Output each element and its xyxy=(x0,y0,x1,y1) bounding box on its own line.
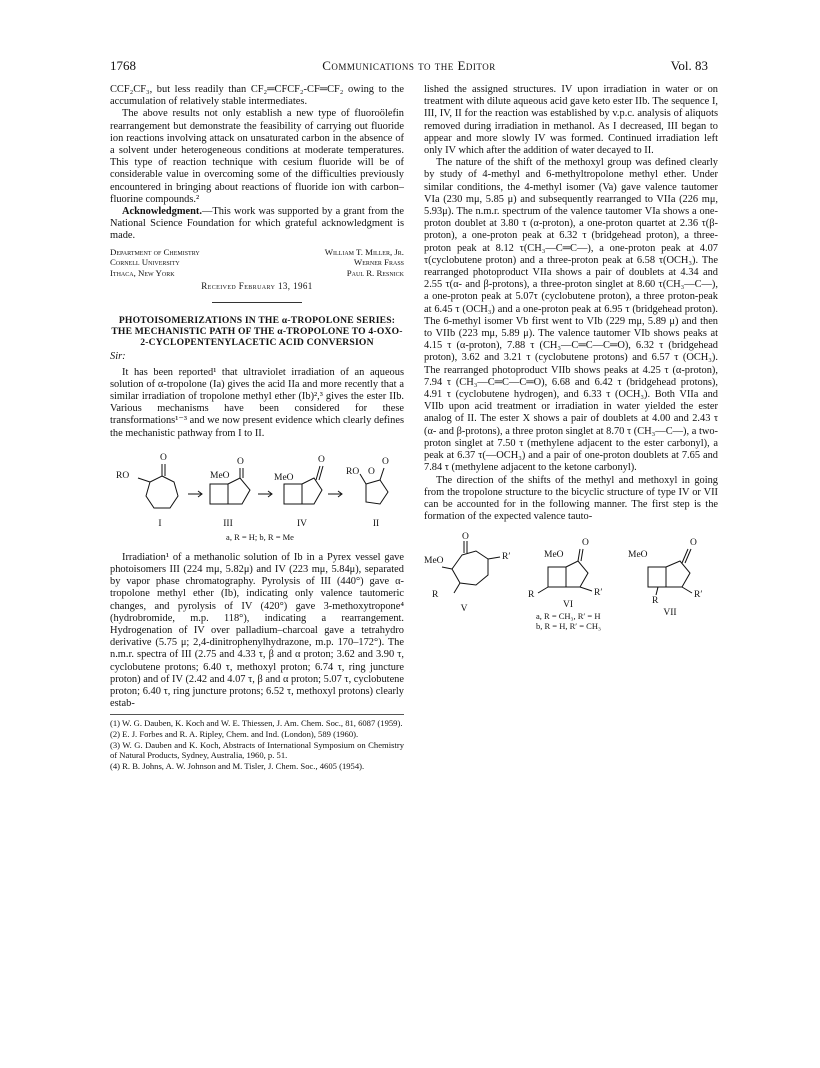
salutation: Sir: xyxy=(110,351,126,363)
page-header xyxy=(110,58,708,76)
svg-text:O: O xyxy=(382,456,389,467)
scheme-label: II xyxy=(372,518,380,529)
svg-text:O: O xyxy=(368,466,375,477)
author-name: Werner Frass xyxy=(353,257,404,268)
running-title: Communications to the Editor xyxy=(322,58,496,73)
reaction-scheme-1 xyxy=(110,444,404,548)
affiliation-block xyxy=(110,247,404,279)
scheme-caption-b: b, R = H, R′ = CH₃ xyxy=(536,621,601,632)
svg-text:O: O xyxy=(318,454,325,465)
svg-text:R′: R′ xyxy=(502,552,511,563)
paragraph: lished the assigned structures. IV upon irradiation in water or on treatment with dilute aqueous acid gave keto ester IIb. The sequence I, III, IV, II for the reaction was established by v.p.c. analysis of aliquots removed during irradiation in methanol. As I decreased, III began to appear and more slowly IV was formed. Continued irradiation left only IV which after the addition of water decayed to II. xyxy=(424,84,718,157)
scheme-1-drawing xyxy=(110,444,404,548)
svg-text:O: O xyxy=(462,532,469,543)
paragraph: CCF₂CF₃, but less readily than CF₂═CFCF₂-CF═CF₂ owing to the accumulation of relatively stable intermediates. xyxy=(110,84,404,108)
svg-text:R′: R′ xyxy=(594,588,603,599)
svg-text:R: R xyxy=(528,590,535,601)
acknowledgment xyxy=(110,206,404,243)
svg-text:O: O xyxy=(160,452,167,463)
svg-text:R′: R′ xyxy=(694,590,703,601)
svg-text:O: O xyxy=(582,538,589,549)
affiliation-line: Department of Chemistry xyxy=(110,246,200,257)
svg-text:O: O xyxy=(237,456,244,467)
svg-text:RO: RO xyxy=(116,470,130,481)
affiliation-line: Cornell University xyxy=(110,257,180,268)
svg-text:MeO: MeO xyxy=(210,470,230,481)
right-column xyxy=(424,84,718,635)
footnote: (2) E. J. Forbes and R. A. Ripley, Chem. and Ind. (London), 589 (1960). xyxy=(110,729,359,740)
scheme-label: IV xyxy=(296,518,308,529)
reaction-scheme-2 xyxy=(424,527,718,631)
svg-text:R: R xyxy=(652,596,659,607)
svg-text:RO: RO xyxy=(346,466,360,477)
author-name: William T. Miller, Jr. xyxy=(324,246,404,257)
paragraph: It has been reported¹ that ultraviolet irradiation of an aqueous solution of α-tropolone (Ia) gives the acid IIa and more recently that a similar irradiation of tropolone methyl ether (Ib)²,³ gives the ester IIb. Various mechanisms have been considered for these transformations¹⁻³ and we now present evidence which clearly defines the mechanistic pathway from I to II. xyxy=(110,366,404,439)
affiliation-line: Ithaca, New York xyxy=(110,267,175,278)
paragraph: Irradiation¹ of a methanolic solution of Ib in a Pyrex vessel gave photoisomers III (224 mμ, 5.82μ) and IV (223 mμ, 5.84μ), separated by vapor phase chromatography. Pyrolysis of III (440°) gave α-tropolone methyl ether (Ib), indicating only valence tautomeric changes, and pyrolysis of IV (420°) gave 3-methoxytropone⁴ (hydrobromide, m.p. 118°), indicating a rearrangement. Hydrogenation of IV over palladium–charcoal gave a tetrahydro derivative (5.75 μ; 2,4-dinitrophenylhydrazone, m.p. 170–172°). The n.m.r. spectra of III (2.75 and 4.33 τ, β and α proton; 3.62 and 3.90 τ, cyclobutene protons; 6.40 τ, methoxyl proton; 6.74 τ, ring juncture proton) and of IV (2.42 and 4.07 τ, β and α proton; 5.07 τ, cyclobutene proton; 6.40 τ, ring juncture protons; 6.52 τ, methoxyl protons) clearly estab- xyxy=(110,551,404,710)
svg-text:O: O xyxy=(690,538,697,549)
footnotes xyxy=(110,714,404,771)
scheme-label: V xyxy=(460,604,468,615)
scheme-label: VII xyxy=(663,608,677,619)
footnote: (1) W. G. Dauben, K. Koch and W. E. Thiessen, J. Am. Chem. Soc., 81, 6087 (1959). xyxy=(110,718,403,729)
received-date: Received February 13, 1961 xyxy=(201,281,313,292)
left-column xyxy=(110,84,404,772)
paragraph: The nature of the shift of the methoxyl group was defined clearly by study of 4-methyl and 6-methyltropolone methyl ether. Under similar conditions, the 4-methyl isomer (Va) gave valence tautomer VIa (230 mμ, 5.85 μ) and subsequently rearranged to VIIa (226 mμ, 5.93μ). The n.m.r. spectrum of the valence tautomer VIa shows a one-proton doublet at 3.80 τ (α-proton), a one-proton quartet at 2.36 τ(β-proton), a one-proton peak at 6.32 τ (bridgehead proton), a three-proton peak at 8.12 τ(CH₃—C═C—), a one-proton peak at 4.07 τ(cyclobutene proton) and a three-proton peak at 6.58 τ(OCH₃). The rearranged photoproduct VIIa shows a pair of doublets at 4.34 and 2.55 τ(α- and β-protons), a three-proton singlet at 8.60 τ(CH₃—C—), a one-proton peak at 5.07τ (cyclobutene proton), a three proton-peak at 6.45 τ (OCH₃) and a one-proton peak at 6.95 τ (bridgehead proton). The 6-methyl isomer Vb first went to VIb (229 mμ, 5.89 μ) and then to VIIb (223 mμ, 5.89 μ). The valence tautomer VIb shows peaks at 4.15 τ (α-proton), 7.88 τ (CH₃—C═C—C═O), 6.32 τ (bridgehead proton), 3.62 and 3.21 τ (cyclobutene protons) and 6.57 τ (OCH₃). The rearranged photoproduct VIIb shows peaks at 4.25 τ (α-proton), 7.94 τ (CH₃—C═C—C═O), 6.68 and 6.42 τ (bridgehead protons), 4.91 τ (cyclobutene hydrogen), and 6.33 τ (OCH₃). Both VIIa and VIIb upon acid treatment or irradiation in water yielded the ester analog of II. The ester X shows a pair of doublets at 4.00 and 2.43 τ (α- and β-protons), a three proton singlet at 8.70 τ (CH₃—C—), a two-proton singlet at 7.50 τ (methylene adjacent to the ester carbonyl), a peak at 6.37 τ(—OCH₃) and a pair of one-proton doublets at 7.65 and 7.84 τ (methylene adjacent to the ketone carbonyl). xyxy=(424,157,718,474)
paragraph: The direction of the shifts of the methyl and methoxyl in going from the tropolone structure to the bicyclic structure of type IV or VII can be accounted for in the following manner. The first step is the formation of the expected valence tauto- xyxy=(424,474,718,523)
svg-text:R: R xyxy=(432,590,439,601)
scheme-caption: a, R = H; b, R = Me xyxy=(226,531,294,542)
footnote: (3) W. G. Dauben and K. Koch, Abstracts of International Symposium on Chemistry of Natural Products, Sydney, Australia, 1960, p. 51. xyxy=(110,740,404,761)
scheme-label: I xyxy=(158,518,162,529)
footnote: (4) R. B. Johns, A. W. Johnson and M. Tisler, J. Chem. Soc., 4605 (1954). xyxy=(110,761,365,772)
scheme-2-drawing xyxy=(424,527,718,631)
volume-label: Vol. 83 xyxy=(670,58,708,73)
scheme-label: III xyxy=(223,518,233,529)
page-number: 1768 xyxy=(110,58,136,73)
svg-text:MeO: MeO xyxy=(274,472,294,483)
divider xyxy=(212,302,302,303)
scheme-caption-a: a, R = CH₃, R′ = H xyxy=(536,611,601,622)
svg-text:MeO: MeO xyxy=(424,556,444,567)
svg-text:MeO: MeO xyxy=(544,550,564,561)
ack-label: Acknowledgment. xyxy=(122,206,202,218)
article-title: PHOTOISOMERIZATIONS IN THE α-TROPOLONE SERIES: THE MECHANISTIC PATH OF THE α-TROPOLONE TO 4-OXO-2-CYCLOPENTENYLACETIC ACID CONVERSION xyxy=(111,315,403,349)
scheme-label: VI xyxy=(562,600,574,611)
paragraph: The above results not only establish a new type of fluoroölefin rearrangement but demonstrate the feasibility of carrying out fluoride ion reactions involving attack on unsaturated carbon in the absence of a solvent under heterogeneous conditions at moderate temperatures. This type of reaction technique with cesium fluoride will be of considerable value in overcoming some of the difficulties previously encountered in bringing about reactions of fluoride ion with carbon–fluorine compounds.² xyxy=(110,108,404,205)
ack-text: —This work was supported by a grant from the National Science Foundation for which grateful acknowledgment is made. xyxy=(110,206,404,242)
svg-text:MeO: MeO xyxy=(628,550,648,561)
author-name: Paul R. Resnick xyxy=(346,267,404,278)
